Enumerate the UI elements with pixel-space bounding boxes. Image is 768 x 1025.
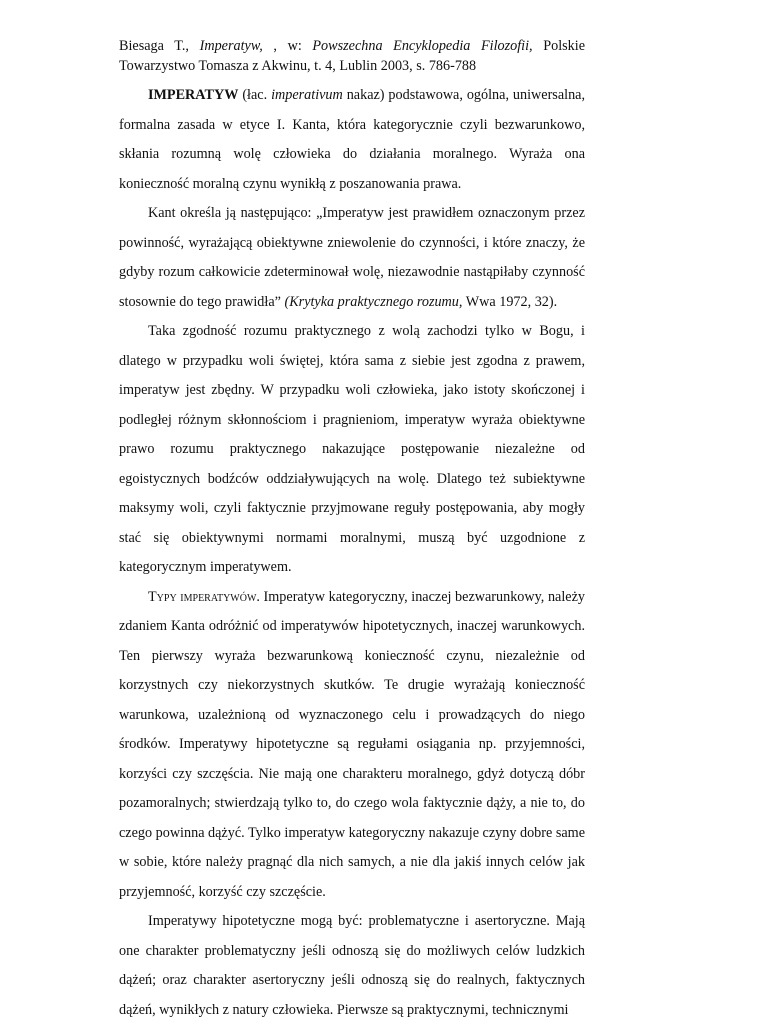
citation-publisher: Polskie Towarzystwo Tomasza z Akwinu, t. 4, Lublin 2003, s. 786-788 [119, 38, 586, 74]
paragraph-hypothetical: Imperatywy hipotetyczne mogą być: problematyczne i asertoryczne. Mają one charakter problematyczny jeśli odnoszą się do możliwych celów ludzkich dążeń; oraz charakter asertoryczny jeśli odnoszą się do realnych, faktycznych dążeń, wynikłych z natury człowieka. Pierwsze są praktycznymi, technicznymi [119, 913, 585, 1018]
cited-work-details: Wwa 1972, 32). [462, 293, 558, 310]
citation-title: Imperatyw, [199, 38, 274, 54]
paragraph-types [119, 583, 585, 908]
paragraph-kant-quote [119, 199, 585, 317]
headword: IMPERATYW [148, 87, 239, 103]
document-page [119, 36, 585, 1025]
cited-work: (Krytyka praktycznego rozumu, [284, 293, 463, 310]
paragraph-definition [119, 81, 585, 199]
citation-encyclopedia: Powszechna Encyklopedia Filozofii, [312, 38, 533, 54]
paragraph-holy-will: Taka zgodność rozumu praktycznego z wolą zachodzi tylko w Bogu, i dlatego w przypadku woli świętej, która sama z siebie jest zgodna z prawem, imperatyw jest zbędny. W przypadku woli człowieka, jako istoty skończonej i podległej różnym skłonnościom i pragnieniom, imperatyw wyraża obiektywne prawo rozumu praktycznego nakazujące postępowanie niezależne od egoistycznych bodźców oddziaływujących na wolę. Dlatego też subiektywne maksymy woli, czyli faktycznie przyjmowane reguły postępowania, aby mogły stać się obiektywnymi normami moralnymi, muszą być uzgodnione z kategorycznym imperatywem. [119, 323, 585, 575]
types-text: Imperatyw kategoryczny, inaczej bezwarunkowy, należy zdaniem Kanta odróżnić od imperatywów hipotetycznych, inaczej warunkowych. Ten pierwszy wyraża bezwarunkową konieczność czynu, niezależnie od korzystnych czy niekorzystnych skutków. Te drugie wyrażają konieczność warunkowa, uzależnioną od wyznaczonego celu i prowadzących do niego środków. Imperatywy hipotetyczne są regułami osiągania np. przyjemności, korzyści czy szczęścia. Nie mają one charakteru moralnego, gdyż dotyczą dóbr pozamoralnych; stwierdzają tylko to, do czego wola faktycznie dąży, a nie to, do czego powinna dążyć. Tylko imperatyw kategoryczny nakazuje czyny dobre same w sobie, które należy pragnąć dla nich samych, a nie dla jakiś innych celów jak przyjemność, korzyść czy szczęście. [119, 588, 585, 900]
latin-term: imperativum [271, 87, 343, 103]
section-heading-types: Typy imperatywów. [148, 588, 260, 605]
citation-separator: , w: [273, 38, 313, 54]
quote-text: Kant określa ją następująco: „Imperatyw jest prawidłem oznaczonym przez powinność, wyrażającą obiektywne zniewolenie do czynności, i które znaczy, że gdyby rozum całkowicie zdeterminował wolę, niezawodnie nastąpiłaby czynność stosownie do tego prawidła” [119, 205, 585, 310]
citation-author: Biesaga T., [119, 38, 200, 54]
definition-text-b: nakaz) podstawowa, ogólna, uniwersalna, formalna zasada w etyce I. Kanta, która kategorycznie czyli bezwarunkowo, skłania rozumną wolę człowieka do działania moralnego. Wyraża ona konieczność moralną czynu wynikłą z poszanowania prawa. [119, 87, 586, 192]
citation [119, 36, 585, 76]
definition-text-a: (łac. [238, 87, 272, 103]
